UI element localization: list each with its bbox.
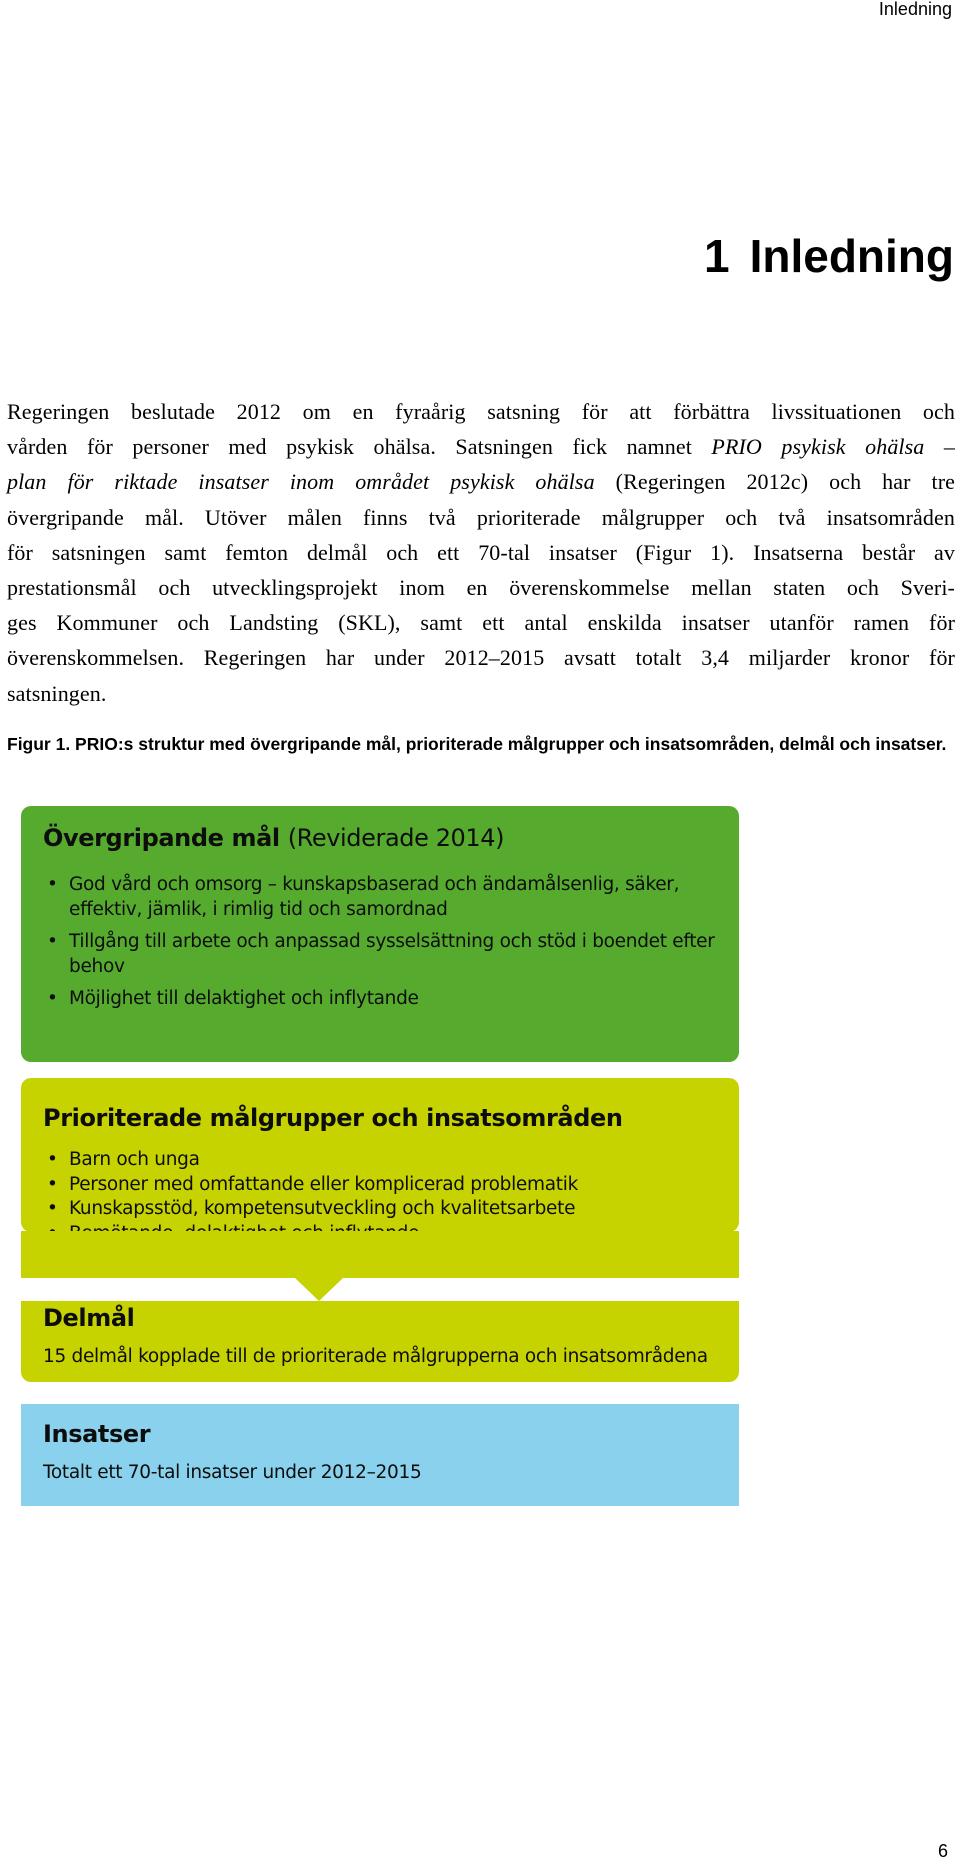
body-text-segment: vården för personer med psykisk ohälsa. Satsningen fick namnet <box>7 434 712 460</box>
body-line <box>7 676 955 711</box>
target-groups-box <box>21 1078 739 1232</box>
efforts-text: Totalt ett 70-tal insatser under 2012–2015 <box>43 1462 422 1483</box>
arrow-notch-cutout <box>21 1278 739 1301</box>
chapter-title-text: Inledning <box>749 230 954 282</box>
bullet-icon: • <box>47 988 58 1009</box>
efforts-box <box>21 1404 739 1506</box>
goal-text: Tillgång till arbete och anpassad sysselsättning och stöd i boendet efter behov <box>69 931 715 977</box>
body-text-segment: prestationsmål och utvecklingsprojekt inom en överenskommelse mellan staten och Sveri- <box>7 575 955 601</box>
body-text-segment: Regeringen beslutade 2012 om en fyraårig satsning för att förbättra livssituationen och <box>7 399 955 424</box>
target-group-text: Personer med omfattande eller komplicerad problematik <box>69 1173 578 1195</box>
body-line <box>7 605 955 640</box>
body-line <box>7 535 955 570</box>
target-groups-title: Prioriterade målgrupper och insatsområden <box>43 1104 623 1132</box>
body-text-segment: (Regeringen 2012c) och har tre <box>594 469 956 495</box>
target-group-item <box>43 1148 723 1173</box>
italic-title-text: PRIO psykisk ohälsa – <box>711 434 955 460</box>
arrow-notch-icon <box>21 1231 739 1301</box>
running-header: Inledning <box>878 0 952 19</box>
goal-text: Möjlighet till delaktighet och inflytande <box>69 988 419 1009</box>
body-line <box>7 640 955 675</box>
goal-item <box>43 929 723 979</box>
page-number: 6 <box>937 1841 948 1861</box>
goal-item <box>43 872 723 922</box>
body-text-segment: överenskommelsen. Regeringen har under 2012–2015 avsatt totalt 3,4 miljarder kronor för <box>7 645 955 671</box>
prio-structure-figure <box>21 806 739 1506</box>
body-text-segment: satsningen. <box>7 680 107 706</box>
subgoals-title: Delmål <box>43 1304 135 1332</box>
goals-title-suffix: (Reviderade 2014) <box>287 824 505 852</box>
arrow-notch-shape <box>21 1231 739 1278</box>
target-group-item <box>43 1197 723 1222</box>
efforts-title: Insatser <box>43 1420 151 1448</box>
goal-item <box>43 986 723 1011</box>
body-line <box>7 429 955 464</box>
subgoals-text: 15 delmål kopplade till de prioriterade målgrupperna och insatsområdena <box>43 1346 708 1367</box>
bullet-icon: • <box>47 931 58 952</box>
goals-list <box>43 872 723 1018</box>
bullet-icon: • <box>47 1173 58 1195</box>
goals-box <box>21 806 739 1062</box>
goals-title <box>43 824 504 852</box>
bullet-icon: • <box>47 1198 58 1219</box>
target-group-item <box>43 1173 723 1198</box>
body-text-segment: övergripande mål. Utöver målen finns två prioriterade målgrupper och två insatsområden <box>7 504 955 530</box>
goals-title-main: Övergripande mål <box>43 824 280 852</box>
bullet-icon: • <box>47 1149 58 1170</box>
chapter-title <box>704 228 954 284</box>
body-line <box>7 394 955 429</box>
body-line <box>7 570 955 605</box>
bullet-icon: • <box>47 874 58 895</box>
chapter-number: 1 <box>703 230 730 282</box>
figure-caption: Figur 1. PRIO:s struktur med övergripande mål, prioriterade målgrupper och insatsområden, delmål och insatser. <box>7 734 947 754</box>
target-group-text: Kunskapsstöd, kompetensutveckling och kvalitetsarbete <box>69 1198 576 1219</box>
body-text-segment: för satsningen samt femton delmål och ett 70-tal insatser (Figur 1). Insatserna består av <box>7 539 955 565</box>
goal-text: God vård och omsorg – kunskapsbaserad och ändamålsenlig, säker, effektiv, jämlik, i rimlig tid och samordnad <box>69 874 680 920</box>
italic-title-text: plan för riktade insatser inom området psykisk ohälsa <box>7 469 595 495</box>
body-line <box>7 464 955 499</box>
body-line <box>7 500 955 535</box>
body-text-segment: ges Kommuner och Landsting (SKL), samt ett antal enskilda insatser utanför ramen för <box>7 610 955 636</box>
target-group-text: Barn och unga <box>69 1149 200 1170</box>
intro-paragraph <box>7 394 955 711</box>
